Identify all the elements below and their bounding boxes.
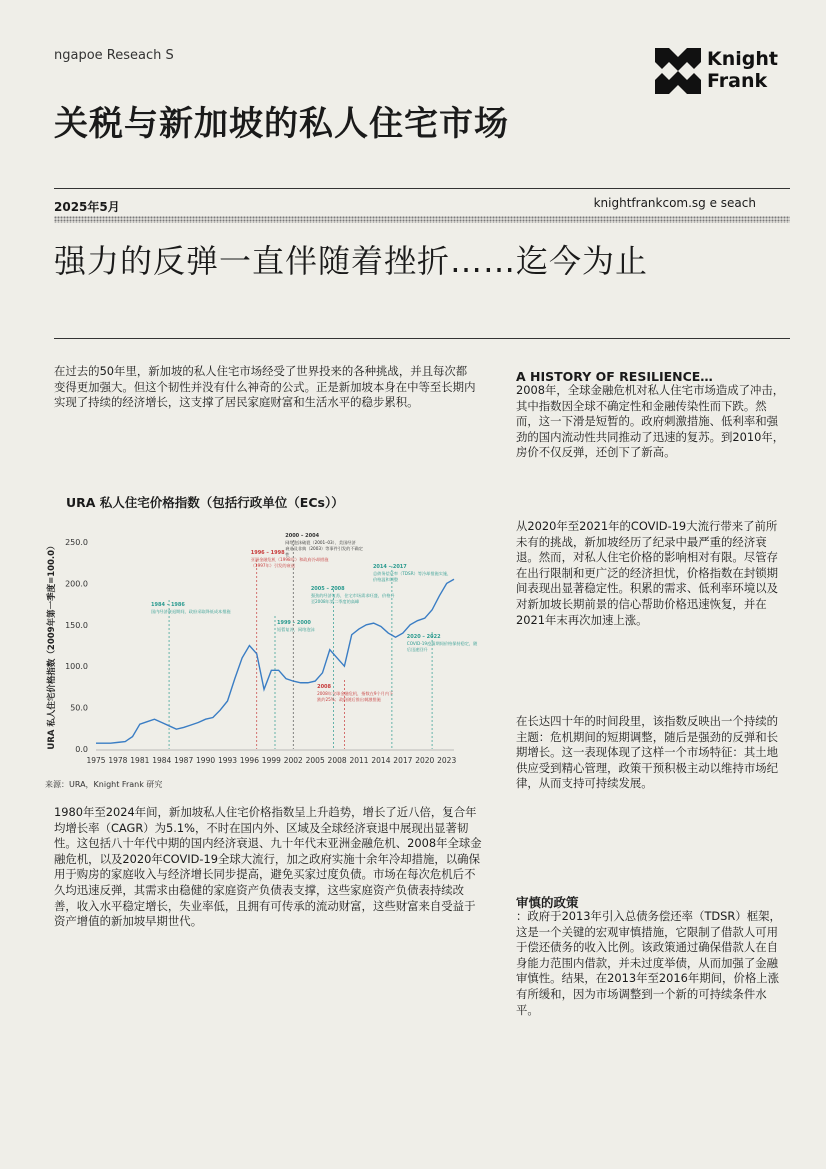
annotation-text: （1997年）引发的衰退 bbox=[250, 563, 295, 568]
annotation-text: 性 bbox=[285, 552, 290, 557]
x-tick-label: 1978 bbox=[108, 756, 128, 765]
x-tick-label: 1987 bbox=[174, 756, 194, 765]
annotation-text: 价格温和调整 bbox=[372, 577, 399, 582]
x-tick-label: 2014 bbox=[371, 756, 391, 765]
divider bbox=[54, 188, 790, 189]
publication-date: 2025年5月 bbox=[54, 200, 120, 214]
x-tick-label: 1996 bbox=[239, 756, 259, 765]
y-tick-label: 50.0 bbox=[70, 703, 88, 713]
divider bbox=[54, 338, 790, 339]
annotation-text: 总债务偿还率（TDSR）等冷却措施实施， bbox=[372, 571, 452, 576]
knight-frank-logo[interactable] bbox=[655, 48, 785, 98]
price-index-chart bbox=[40, 520, 480, 770]
page-subtitle: 强力的反弹一直伴随着挫折……迄今为止 bbox=[54, 242, 649, 280]
x-tick-label: 2023 bbox=[437, 756, 457, 765]
x-tick-label: 1981 bbox=[130, 756, 150, 765]
series-label: ngapoe Reseach S bbox=[54, 48, 174, 63]
annotation-years: 2005 – 2008 bbox=[310, 586, 345, 592]
policy-paragraph: ：政府于2013年引入总债务偿还率（TDSR）框架，这是一个关键的宏观审慎措施，它限制了借款人可用于偿还债务的收入比例。该政策通过确保借款人在自身能力范围内借款，并未过度举债，从而加强了金融审慎性。结果，在2013年至2016年期间，价格上涨有所缓和，因为市场调整到一个新的可持续条件水平。 bbox=[516, 909, 781, 1017]
x-tick-label: 2011 bbox=[349, 756, 369, 765]
annotation-years: 2014 – 2017 bbox=[372, 564, 407, 570]
chart-source: 来源：URA，Knight Frank 研究 bbox=[45, 780, 163, 789]
page-title: 关税与新加坡的私人住宅市场 bbox=[54, 104, 509, 144]
policy-heading: 审慎的政策 bbox=[516, 895, 579, 910]
history-paragraph-2: 从2020年至2021年的COVID-19大流行带来了前所未有的挑战，新加坡经历了纪录中最严重的经济衰退。然而，对私人住宅价格的影响相对有限。尽管存在出行限制和更广泛的经济担忧，价格指数在封锁期间表现出显著稳定性。积累的需求、低利率环境以及对新加坡长期前景的信心帮助价格迅速恢复，并在2021年末再次加速上涨。 bbox=[516, 519, 778, 627]
annotation-years: 1996 – 1998 bbox=[250, 550, 285, 556]
dotted-divider bbox=[54, 216, 790, 223]
annotation-text: 2008年全球金融危机，指数在9个月内下 bbox=[317, 691, 394, 696]
annotation-text: COVID-19疫情期间价格保持稳定，随 bbox=[406, 641, 478, 646]
annotation-text: 网络泡沫破裂（2001–03）、美国经济 bbox=[285, 540, 356, 545]
logo-mark-icon bbox=[655, 48, 701, 94]
annotation-years: 2000 – 2004 bbox=[285, 533, 320, 539]
x-tick-label: 2008 bbox=[327, 756, 347, 765]
annotation-text: 后迅速回升 bbox=[406, 647, 428, 652]
y-axis-label: URA 私人住宅价格指数（2009年第一季度=100.0） bbox=[47, 541, 57, 750]
x-tick-label: 2020 bbox=[415, 756, 435, 765]
x-tick-label: 1984 bbox=[152, 756, 172, 765]
annotation-text: 强劲的经济复苏，住宅市场需求旺盛，价格升 bbox=[310, 593, 395, 598]
annotation-text: 国内经济衰退期间，政府采取降低成本措施 bbox=[151, 609, 231, 614]
y-tick-label: 250.0 bbox=[65, 538, 88, 547]
annotation-years: 2020 – 2022 bbox=[406, 634, 441, 640]
y-tick-label: 0.0 bbox=[75, 745, 88, 754]
x-tick-label: 2002 bbox=[283, 756, 303, 765]
body-paragraph: 1980年至2024年间，新加坡私人住宅价格指数呈上升趋势，增长了近八倍，复合年均增长率（CAGR）为5.1%，不时在国内外、区域及全球经济衰退中展现出显著韧性。这包括八十年代中期的国内经济衰退、九十年代末亚洲金融危机、2008年全球金融危机，以及2020年COVID-19全球大流行，加之政府实施十余年冷却措施，以确保用于购房的家庭收入与经济增长同步提高，避免买家过度负债。市场在每次危机后不久均迅速反弹，其需求由稳健的家庭资产负债表支撑，这些家庭资产负债表持续改善，收入水平稳定增长，失业率低，且拥有可传承的流动财富，这些财富来自受益于资产增值的新加坡早期世代。 bbox=[54, 805, 482, 929]
chart-title: URA 私人住宅价格指数（包括行政单位（ECs）） bbox=[66, 495, 344, 510]
x-tick-label: 1990 bbox=[196, 756, 216, 765]
x-tick-label: 1993 bbox=[217, 756, 238, 765]
annotation-years: 1984 – 1986 bbox=[151, 602, 185, 608]
x-tick-label: 2005 bbox=[305, 756, 325, 765]
y-tick-label: 200.0 bbox=[65, 579, 88, 589]
intro-paragraph: 在过去的50年里，新加坡的私人住宅市场经受了世界投来的各种挑战，并且每次都变得更加强大。但这个韧性并没有什么神奇的公式。正是新加坡本身在中等至长期内实现了持续的经济增长，这支撑了居民家庭财富和生活水平的稳步累积。 bbox=[54, 364, 476, 410]
brand-line2: Frank bbox=[707, 70, 768, 92]
history-heading: A HISTORY OF RESILIENCE… bbox=[516, 369, 713, 384]
annotation-years: 1999 – 2000 bbox=[277, 620, 311, 626]
annotation-text: 亚洲金融危机（1998年）和政府冷却措施 bbox=[250, 557, 329, 562]
y-tick-label: 100.0 bbox=[65, 662, 88, 672]
y-tick-label: 150.0 bbox=[65, 620, 88, 630]
history-paragraph-1: 2008年，全球金融危机对私人住宅市场造成了冲击，其中指数因全球不确定性和金融传染性而下跌。然而，这一下滑是短暂的。政府刺激措施、低利率和强劲的国内流动性共同推动了迅速的复苏。到2010年，房价不仅反弹，还创下了新高。 bbox=[516, 383, 785, 460]
annotation-text: 跌约25%；政府随后推出刺激措施 bbox=[317, 697, 381, 702]
annotation-text: 至2008年第二季度的高峰 bbox=[310, 599, 360, 604]
x-tick-label: 1999 bbox=[261, 756, 281, 765]
x-tick-label: 2017 bbox=[393, 756, 413, 765]
x-tick-label: 1975 bbox=[86, 756, 106, 765]
history-paragraph-3: 在长达四十年的时间段里，该指数反映出一个持续的主题：危机期间的短期调整，随后是强劲的反弹和长期增长。这一表现体现了这样一个市场特征：其土地供应受到精心管理，政策干预积极主动以维持市场纪律，从而支持可持续发展。 bbox=[516, 714, 778, 791]
brand-line1: Knight bbox=[707, 48, 778, 70]
website-link[interactable]: knightfrankcom.sg e seach bbox=[593, 196, 756, 210]
annotation-years: 2008 bbox=[317, 684, 332, 690]
annotation-text: 衰退及非典（2003）等事件引发的不确定 bbox=[285, 546, 363, 551]
annotation-text: 短暂复苏，网络泡沫 bbox=[277, 627, 315, 632]
